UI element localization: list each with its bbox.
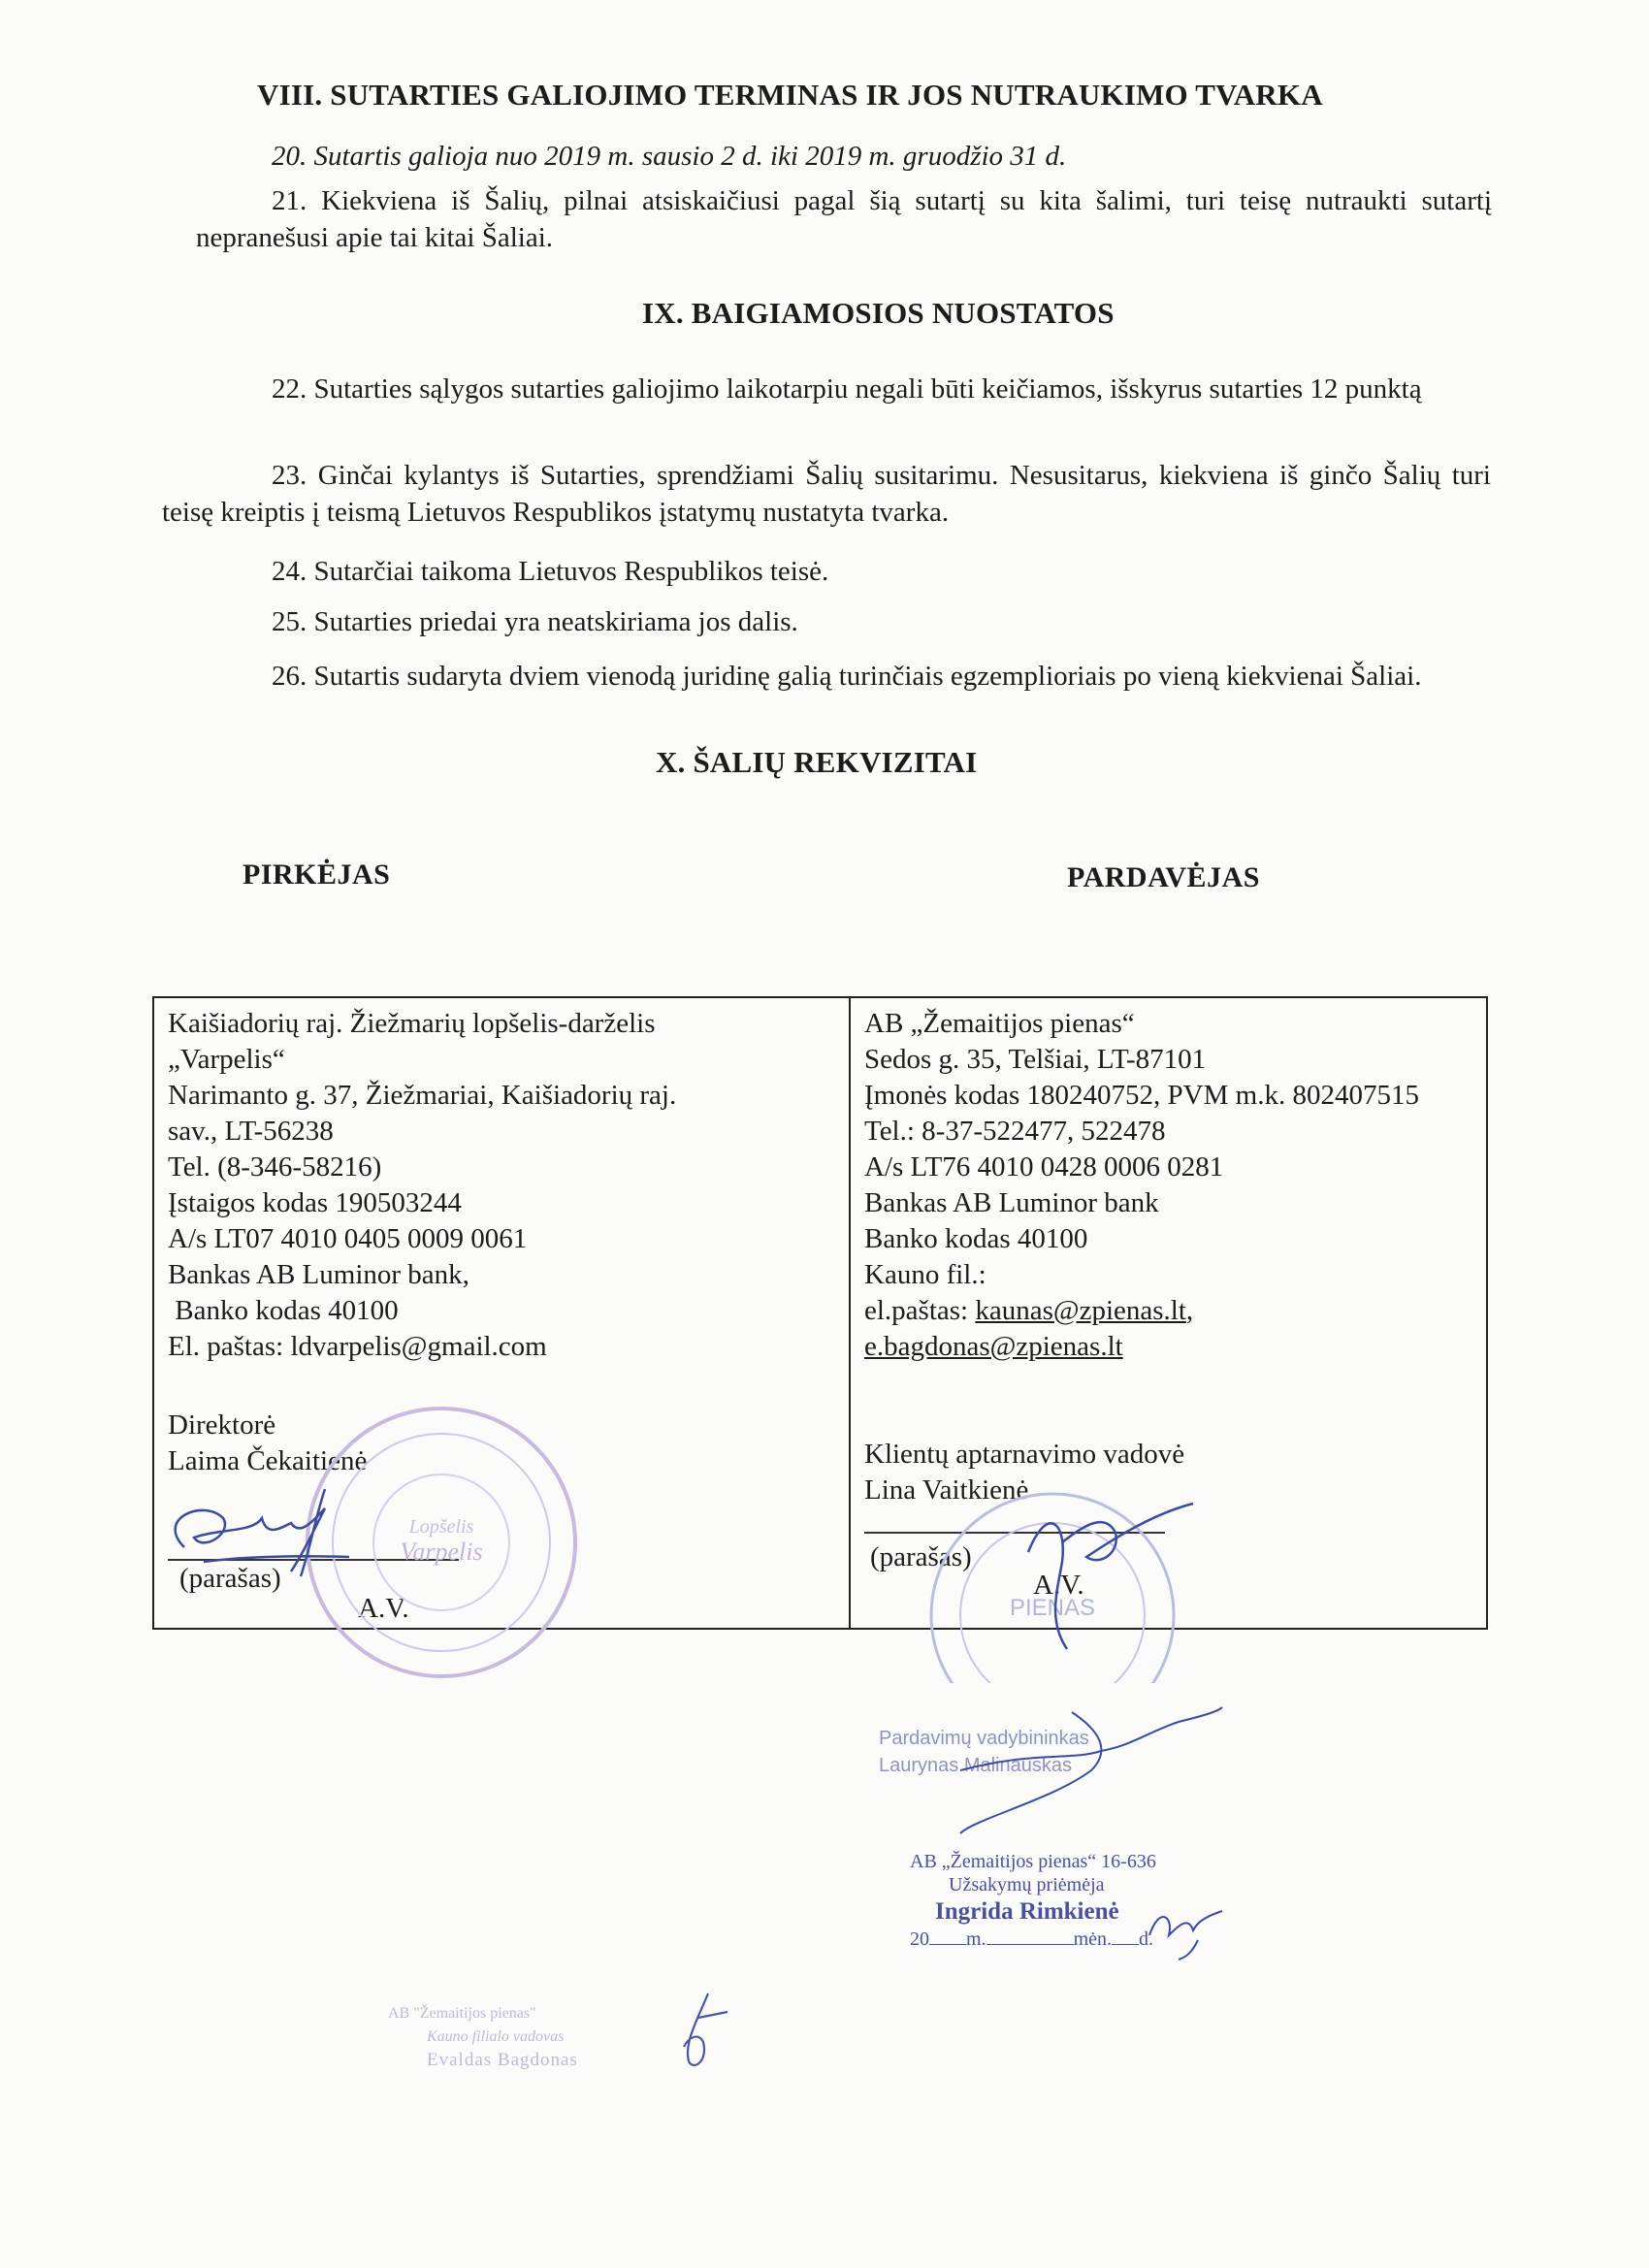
buyer-signature-label: (parašas) [179,1563,281,1594]
buyer-position: Direktorė [168,1409,276,1441]
buyer-signatory-name: Laima Čekaitienė [168,1445,368,1476]
buyer-line: Banko kodas 40100 [168,1295,399,1326]
branch-name: Evaldas Bagdonas [427,2050,578,2070]
manager-title: Pardavimų vadybininkas [879,1728,1089,1749]
seller-line: A/s LT76 4010 0428 0006 0281 [864,1151,1224,1183]
seller-signature-icon [1009,1484,1203,1659]
svg-text:PIENAS: PIENAS [1009,1595,1096,1621]
seller-line: Sedos g. 35, Telšiai, LT-87101 [864,1044,1207,1075]
clause-24: 24. Sutarčiai taikoma Lietuvos Respublikos teisė. [272,556,829,587]
buyer-line: A/s LT07 4010 0405 0009 0061 [168,1223,528,1254]
branch-company: AB "Žemaitijos pienas" [388,2005,536,2022]
buyer-signature-icon [146,1479,369,1586]
seller-stamp-label: A.V. [1033,1570,1084,1601]
clause-26: 26. Sutartis sudaryta dviem vienodą juridinę galią turinčiais egzemplioriais po vieną kiekvienai Šaliai. [272,661,1422,692]
section-9-title: IX. BAIGIAMOSIOS NUOSTATOS [642,296,1115,330]
order-company: AB „Žemaitijos pienas“ 16-636 [910,1851,1156,1872]
order-date [910,1928,1156,1951]
clause-21: 21. Kiekviena iš Šalių, pilnai atsiskaičiusi pagal šią sutartį su kita šalimi, turi teisę nutraukti sutartį nepranešusi apie tai kitai Šaliai. [196,185,1492,253]
order-signature-icon [1140,1896,1227,1964]
buyer-line: „Varpelis“ [168,1044,285,1075]
seller-position: Klientų aptarnavimo vadovė [864,1439,1185,1470]
order-stamp [910,1850,1156,1951]
buyer-line: sav., LT-56238 [168,1116,334,1147]
buyer-line: Įstaigos kodas 190503244 [168,1187,462,1218]
buyer-email: El. paštas: ldvarpelis@gmail.com [168,1331,547,1362]
clause-22: 22. Sutarties sąlygos sutarties galiojimo laikotarpiu negali būti keičiamos, išskyrus sutarties 12 punktą [272,373,1422,405]
branch-signature-icon [669,1989,737,2076]
seller-line: AB „Žemaitijos pienas“ [864,1008,1135,1039]
seller-email-sep: , [1185,1295,1194,1326]
svg-text:Varpelis: Varpelis [400,1538,483,1566]
branch-stamp [388,2002,578,2072]
order-date-men: mėn. [1073,1928,1112,1950]
buyer-label: PIRKĖJAS [242,859,391,891]
clause-23: 23. Ginčai kylantys iš Sutarties, sprendžiami Šalių susitarimu. Nesusitarus, kiekviena iš ginčo Šalių turi teisę kreiptis į teismą Lietuvos Respublikos įstatymų nustatyta tvarka. [162,460,1491,528]
branch-role: Kauno filialo vadovas [427,2028,565,2045]
order-date-prefix: 20 [910,1928,929,1950]
order-date-m: m. [966,1928,986,1950]
seller-line: Bankas AB Luminor bank [864,1187,1159,1218]
seller-line: Banko kodas 40100 [864,1223,1088,1254]
seller-email-row [864,1293,1474,1329]
svg-text:Lopšelis: Lopšelis [408,1516,474,1538]
seller-email-link-2[interactable]: e.bagdonas@zpienas.lt [864,1331,1123,1362]
seller-line: Įmonės kodas 180240752, PVM m.k. 802407515 [864,1080,1419,1111]
order-date-d: d. [1139,1928,1153,1950]
seller-signatory-name: Lina Vaitkienė [864,1474,1029,1506]
buyer-line: Tel. (8-346-58216) [168,1151,382,1183]
seller-email-prefix: el.paštas: [864,1295,976,1326]
buyer-line: Bankas AB Luminor bank, [168,1259,469,1290]
seller-label: PARDAVĖJAS [1067,861,1260,893]
seller-line: Kauno fil.: [864,1259,986,1290]
seller-signature-label: (parašas) [870,1541,972,1572]
manager-signature-icon [955,1693,1227,1838]
section-10-title: X. ŠALIŲ REKVIZITAI [656,745,978,779]
buyer-line: Narimanto g. 37, Žiežmariai, Kaišiadorių raj. [168,1080,677,1111]
order-name: Ingrida Rimkienė [935,1898,1119,1925]
seller-email-link-1[interactable]: kaunas@zpienas.lt [975,1295,1186,1326]
seller-line: Tel.: 8-37-522477, 522478 [864,1116,1166,1147]
clause-20: 20. Sutartis galioja nuo 2019 m. sausio 2 d. iki 2019 m. gruodžio 31 d. [272,141,1067,172]
section-8-title: VIII. SUTARTIES GALIOJIMO TERMINAS IR JOS NUTRAUKIMO TVARKA [257,78,1323,112]
manager-name: Laurynas Malinauskas [879,1755,1072,1776]
buyer-stamp-label: A.V. [358,1593,409,1624]
buyer-line: Kaišiadorių raj. Žiežmarių lopšelis-darželis [168,1008,656,1039]
order-role: Užsakymų priėmėja [949,1874,1105,1895]
clause-25: 25. Sutarties priedai yra neatskiriama jos dalis. [272,606,798,637]
